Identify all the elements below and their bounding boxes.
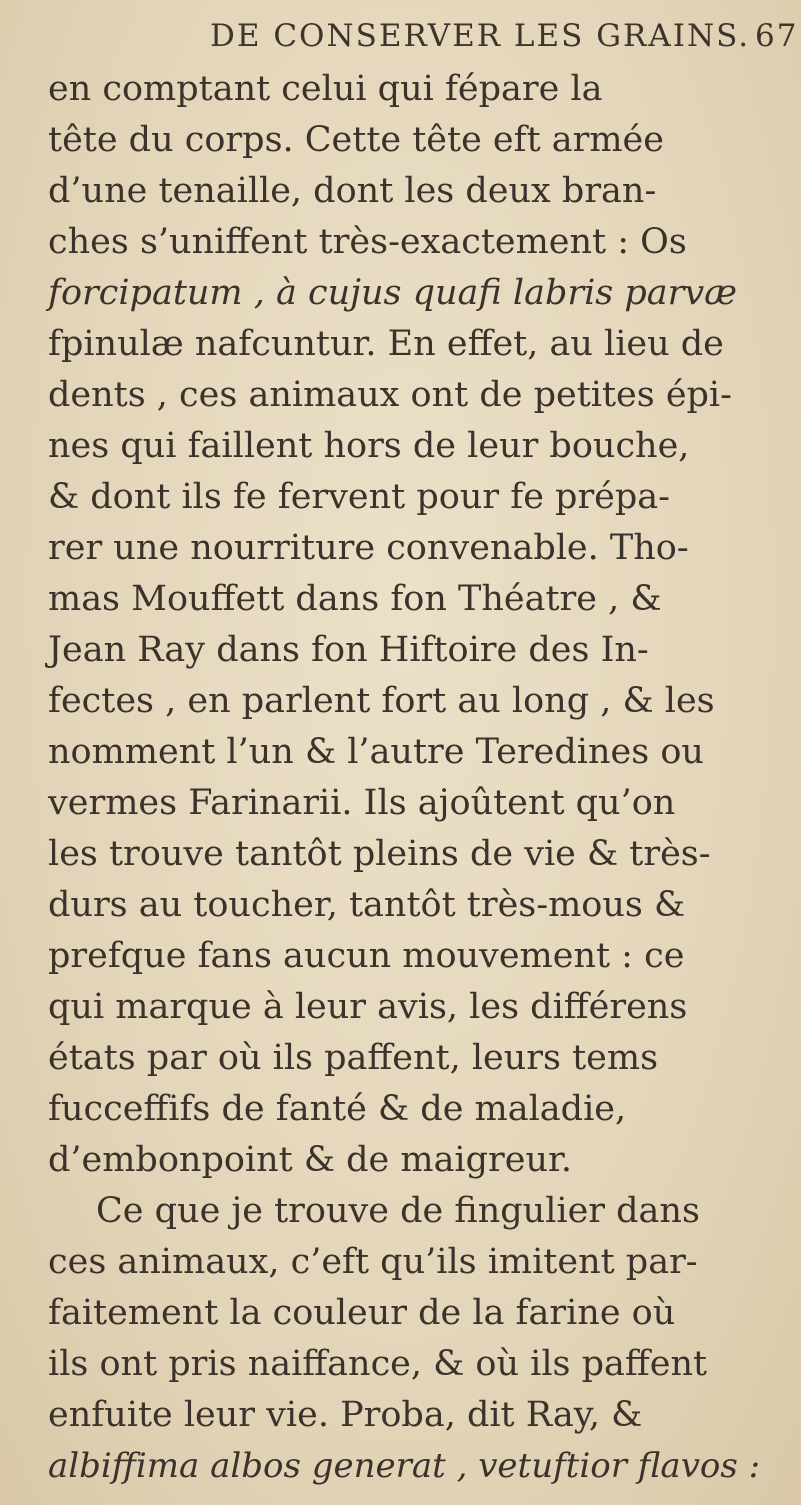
text-line-11: mas Mouffett dans fon Théatre , & — [48, 579, 662, 619]
text-line-9: & dont ils fe fervent pour fe prépa- — [48, 477, 670, 517]
body-text — [48, 66, 761, 1486]
text-line-10: rer une nourriture convenable. Tho- — [48, 528, 689, 568]
running-title: DE CONSERVER LES GRAINS. — [210, 18, 751, 54]
text-line-20: états par où ils paffent, leurs tems — [48, 1038, 659, 1078]
text-line-12: Jean Ray dans fon Hiftoire des In- — [48, 630, 649, 670]
text-line-13: fectes , en parlent fort au long , & les — [48, 681, 715, 721]
text-line-1: en comptant celui qui fépare la — [48, 69, 603, 109]
text-line-16: les trouve tantôt pleins de vie & très- — [48, 834, 711, 874]
text-line-23: Ce que je trouve de fingulier dans — [96, 1191, 700, 1231]
page-number: 67 — [755, 18, 799, 54]
running-head — [210, 18, 799, 58]
text-line-24: ces animaux, c’eft qu’ils imitent par- — [48, 1242, 698, 1282]
text-line-28: albiffima albos generat , vetuftior flavos : — [48, 1446, 761, 1486]
text-line-2: tête du corps. Cette tête eft armée — [48, 120, 664, 160]
text-line-7: dents , ces animaux ont de petites épi- — [48, 375, 732, 415]
text-line-17: durs au toucher, tantôt très-mous & — [48, 885, 686, 925]
text-line-3: d’une tenaille, dont les deux bran- — [48, 171, 657, 211]
text-line-18: prefque fans aucun mouvement : ce — [48, 936, 685, 976]
text-line-25: faitement la couleur de la farine où — [48, 1293, 676, 1333]
text-line-21: fucceffifs de fanté & de maladie, — [48, 1089, 627, 1129]
text-line-19: qui marque à leur avis, les différens — [48, 987, 688, 1027]
text-line-14: nomment l’un & l’autre Teredines ou — [48, 732, 704, 772]
text-line-4: ches s’uniffent très-exactement : Os — [48, 222, 687, 262]
text-line-15: vermes Farinarii. Ils ajoûtent qu’on — [48, 783, 676, 823]
text-line-26: ils ont pris naiffance, & où ils paffent — [48, 1344, 708, 1384]
text-line-8: nes qui faillent hors de leur bouche, — [48, 426, 690, 466]
text-line-6: fpinulæ nafcuntur. En effet, au lieu de — [48, 324, 724, 364]
text-line-22: d’embonpoint & de maigreur. — [48, 1140, 573, 1180]
text-line-5: forcipatum , à cujus quafi labris parvæ — [48, 273, 738, 313]
text-line-27: enfuite leur vie. Proba, dit Ray, & — [48, 1395, 643, 1435]
